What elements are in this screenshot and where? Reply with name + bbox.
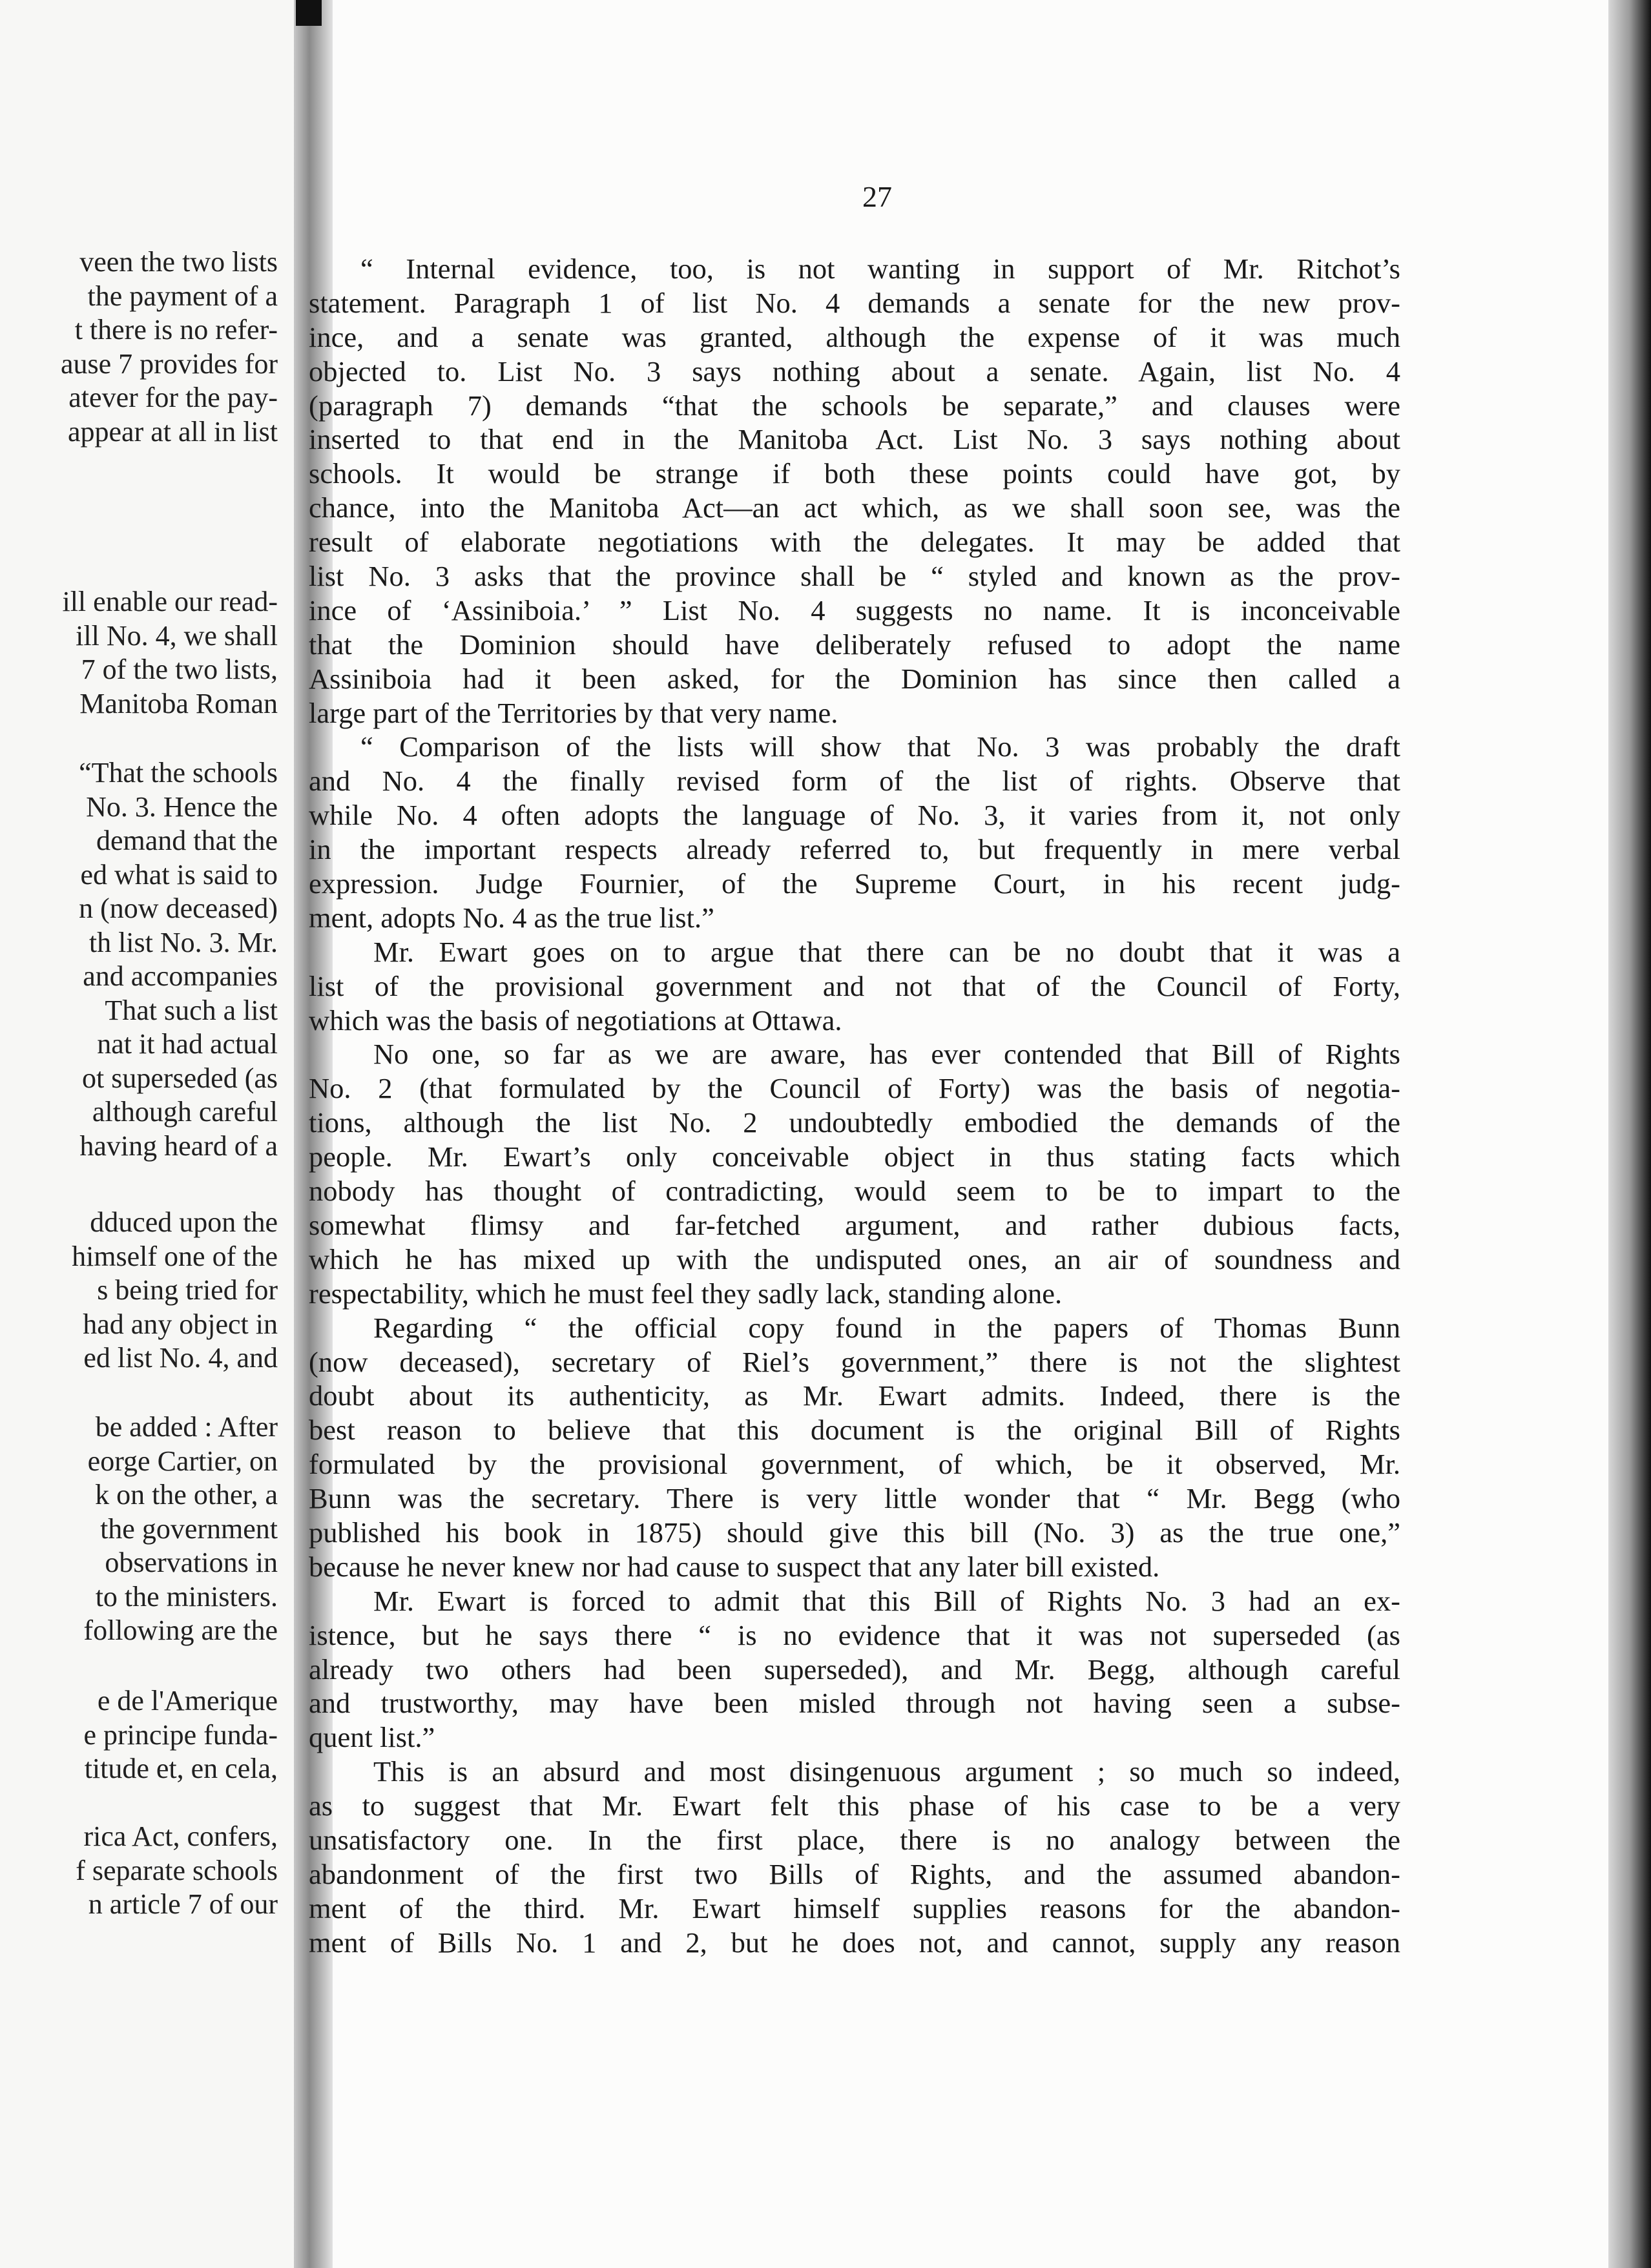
fragment-block [0, 245, 278, 449]
text-line: This is an absurd and most disingenuous argument ; so much so indeed, [373, 1755, 1400, 1788]
text-line: unsatisfactory one. In the first place, there is no analogy between the [309, 1823, 1400, 1856]
fragment-line: e de l'Amerique [97, 1685, 278, 1716]
fragment-line: th list No. 3. Mr. [88, 926, 278, 958]
text-line: nobody has thought of contradicting, would seem to be to impart to the [309, 1175, 1400, 1208]
text-line: “ Comparison of the lists will show that No. 3 was probably the draft [360, 730, 1400, 763]
fragment-block [0, 756, 278, 1163]
facing-page-fragment [0, 0, 294, 2268]
text-line: and No. 4 the finally revised form of the list of rights. Observe that [309, 765, 1400, 798]
text-line: ince, and a senate was granted, although the expense of it was much [309, 320, 1400, 353]
fragment-block [0, 585, 278, 721]
text-line: formulated by the provisional government, of which, be it observed, Mr. [309, 1448, 1400, 1481]
text-line: objected to. List No. 3 says nothing about a senate. Again, list No. 4 [309, 355, 1400, 387]
text-line: expression. Judge Fournier, of the Supreme Court, in his recent judg- [309, 867, 1400, 900]
fragment-line: No. 3. Hence the [86, 790, 278, 823]
text-line: that the Dominion should have deliberately refused to adopt the name [309, 628, 1400, 661]
fragment-line: demand that the [96, 825, 278, 856]
text-line: while No. 4 often adopts the language of No. 3, it varies from it, not only [309, 799, 1400, 832]
text-line: which was the basis of negotiations at Ottawa. [309, 1004, 842, 1036]
fragment-line: to the ministers. [95, 1580, 278, 1613]
scan-corner-mark [296, 0, 322, 26]
text-line: Bunn was the secretary. There is very little wonder that “ Mr. Begg (who [309, 1482, 1400, 1515]
text-line: “ Internal evidence, too, is not wanting in support of Mr. Ritchot’s [360, 253, 1400, 285]
fragment-line: veen the two lists [79, 246, 278, 278]
text-line: istence, but he says there “ is no evidence that it was not superseded (as [309, 1618, 1400, 1651]
text-line: ment of the third. Mr. Ewart himself supplies reasons for the abandon- [309, 1892, 1400, 1924]
text-line: (paragraph 7) demands “that the schools be separate,” and clauses were [309, 389, 1400, 422]
fragment-line: k on the other, a [95, 1479, 278, 1510]
text-line: which he has mixed up with the undisputed ones, an air of soundness and [309, 1242, 1400, 1275]
text-line: statement. Paragraph 1 of list No. 4 demands a senate for the new prov- [309, 286, 1400, 319]
text-line: schools. It would be strange if both these points could have got, by [309, 457, 1400, 490]
fragment-line: the government [100, 1512, 278, 1545]
fragment-line: ill No. 4, we shall [76, 619, 278, 652]
text-line: (now deceased), secretary of Riel’s government,” there is not the slightest [309, 1345, 1400, 1378]
fragment-line: ot superseded (as [81, 1062, 278, 1094]
text-line: tions, although the list No. 2 undoubtedly embodied the demands of the [309, 1106, 1400, 1139]
fragment-line: That such a list [105, 994, 278, 1026]
text-line: as to suggest that Mr. Ewart felt this phase of his case to be a very [309, 1789, 1400, 1822]
fragment-line: and accompanies [83, 960, 278, 992]
fragment-line: ill enable our read- [62, 586, 278, 617]
text-line: list of the provisional government and not that of the Council of Forty, [309, 969, 1400, 1002]
fragment-line: himself one of the [72, 1240, 278, 1272]
fragment-block [0, 1684, 278, 1786]
text-line: and trustworthy, may have been misled through not having seen a subse- [309, 1687, 1400, 1720]
fragment-line: nat it had actual [97, 1028, 278, 1060]
text-line: published his book in 1875) should give this bill (No. 3) as the true one,” [309, 1516, 1400, 1549]
text-line: inserted to that end in the Manitoba Act. List No. 3 says nothing about [309, 423, 1400, 456]
fragment-block [0, 1206, 278, 1376]
fragment-line: titude et, en cela, [84, 1753, 278, 1784]
fragment-line: f separate schools [76, 1854, 278, 1886]
text-line: already two others had been superseded), and Mr. Begg, although careful [309, 1653, 1400, 1686]
page-edge-shadow [1608, 0, 1651, 2268]
fragment-line: s being tried for [97, 1274, 278, 1306]
fragment-line: appear at all in list [68, 415, 278, 448]
text-line: ment of Bills No. 1 and 2, but he does not, and cannot, supply any reason [309, 1926, 1400, 1959]
text-line: in the important respects already referred to, but frequently in mere verbal [309, 833, 1400, 866]
fragment-line: t there is no refer- [74, 314, 278, 345]
text-line: No. 2 (that formulated by the Council of Forty) was the basis of negotia- [309, 1072, 1400, 1105]
text-line: result of elaborate negotiations with the delegates. It may be added that [309, 526, 1400, 559]
body-text [309, 252, 1400, 1960]
text-line: ince of ‘Assiniboia.’ ” List No. 4 suggests no name. It is inconceivable [309, 593, 1400, 626]
fragment-line: ed what is said to [80, 858, 278, 891]
text-line: Mr. Ewart goes on to argue that there can be no doubt that it was a [373, 935, 1400, 968]
fragment-line: n article 7 of our [88, 1888, 278, 1920]
text-line: list No. 3 asks that the province shall be “ styled and known as the prov- [309, 560, 1400, 593]
page-number: 27 [862, 180, 892, 213]
fragment-line: rica Act, confers, [83, 1820, 278, 1852]
text-line: chance, into the Manitoba Act—an act which, as we shall soon see, was the [309, 491, 1400, 524]
text-line: Mr. Ewart is forced to admit that this Bill of Rights No. 3 had an ex- [373, 1584, 1400, 1617]
fragment-line: dduced upon the [90, 1206, 278, 1238]
fragment-line: “That the schools [79, 757, 278, 789]
fragment-line: although careful [92, 1096, 278, 1128]
text-line: somewhat flimsy and far-fetched argument, and rather dubious facts, [309, 1208, 1400, 1241]
text-line: Assiniboia had it been asked, for the Dominion has since then called a [309, 662, 1400, 695]
fragment-block [0, 1820, 278, 1922]
text-line: people. Mr. Ewart’s only conceivable object in thus stating facts which [309, 1140, 1400, 1173]
fragment-line: ause 7 provides for [60, 347, 278, 380]
text-line: large part of the Territories by that very name. [309, 696, 838, 729]
text-line: doubt about its authenticity, as Mr. Ewart admits. Indeed, there is the [309, 1379, 1400, 1412]
text-line: ment, adopts No. 4 as the true list.” [309, 901, 714, 934]
text-line: quent list.” [309, 1721, 435, 1754]
fragment-line: having heard of a [79, 1129, 278, 1162]
fragment-line: ed list No. 4, and [83, 1342, 278, 1374]
fragment-line: atever for the pay- [68, 382, 278, 413]
fragment-line: e principe funda- [83, 1718, 278, 1751]
text-line: because he never knew nor had cause to suspect that any later bill existed. [309, 1550, 1160, 1583]
fragment-block [0, 1410, 278, 1648]
text-line: Regarding “ the official copy found in the papers of Thomas Bunn [373, 1311, 1400, 1344]
text-line: No one, so far as we are aware, has ever contended that Bill of Rights [373, 1038, 1400, 1071]
text-line: abandonment of the first two Bills of Rights, and the assumed abandon- [309, 1857, 1400, 1890]
fragment-line: observations in [105, 1547, 278, 1578]
fragment-line: the payment of a [87, 280, 278, 312]
fragment-line: Manitoba Roman [79, 687, 278, 719]
text-line: best reason to believe that this document is the original Bill of Rights [309, 1414, 1400, 1447]
text-line: respectability, which he must feel they sadly lack, standing alone. [309, 1277, 1063, 1310]
fragment-line: be added : After [95, 1411, 278, 1443]
fragment-line: 7 of the two lists, [81, 654, 278, 685]
fragment-line: had any object in [83, 1308, 278, 1340]
fragment-line: following are the [83, 1614, 278, 1646]
fragment-line: eorge Cartier, on [87, 1445, 278, 1477]
fragment-line: n (now deceased) [79, 892, 278, 924]
